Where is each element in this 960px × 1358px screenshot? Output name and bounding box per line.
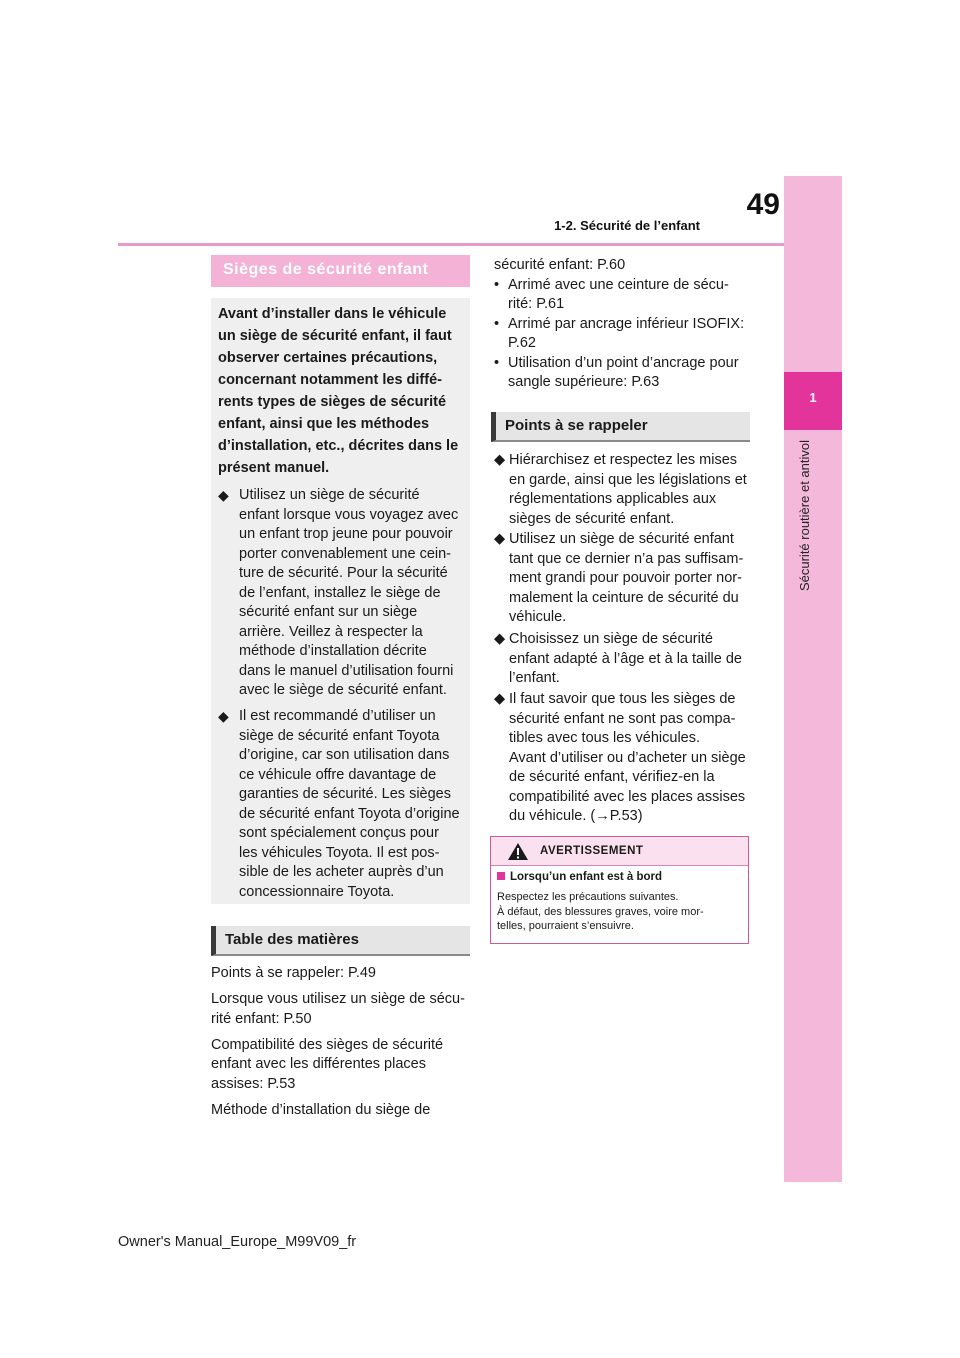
text-line: sécurité enfant sur un siège: [239, 604, 418, 620]
text-line: compatibilité avec les places assises: [509, 788, 746, 805]
text-line: Respectez les précautions suivantes.: [497, 891, 679, 903]
text-line: Utilisez un siège de sécurité: [239, 487, 420, 503]
text-line: dans le manuel d’utilisation fourni: [239, 662, 454, 679]
text-line: Compatibilité des sièges de sécurité: [211, 1036, 444, 1053]
bullet-text: [509, 630, 750, 689]
bullet-text: [509, 690, 750, 827]
text-line: de sécurité enfant Toyota d’origine: [239, 805, 460, 822]
text-line: sièges de sécurité enfant.: [509, 510, 675, 527]
toc-heading: [211, 926, 470, 956]
warning-label: AVERTISSEMENT: [540, 845, 644, 857]
remember-heading: [491, 412, 750, 442]
intro-text: [218, 303, 463, 479]
text-line: garanties de sécurité. Les sièges: [239, 786, 451, 802]
toc-item[interactable]: [211, 964, 470, 984]
text-line: Avant d’utiliser ou d’acheter un siège: [509, 749, 746, 766]
bullet-text: [239, 486, 463, 701]
bullet-item: [218, 486, 463, 701]
toc-sub-item[interactable]: [494, 315, 750, 354]
text-line: Choisissez un siège de sécurité: [509, 631, 713, 647]
text-line: de sécurité enfant, vérifiez-en la: [509, 769, 715, 785]
text-line: Utilisez un siège de sécurité enfant: [509, 531, 734, 547]
remember-heading-label: Points à se rappeler: [505, 417, 648, 434]
text-line: Arrimé par ancrage inférieur ISOFIX:: [508, 315, 745, 332]
text-line: observer certaines précautions,: [218, 350, 438, 366]
text-line: ture de sécurité. Pour la sécurité: [239, 565, 448, 581]
toc-list-continued: [494, 256, 750, 393]
text-line: un enfant trop jeune pour pouvoir: [239, 526, 453, 542]
text-line: méthode d’installation décrite: [239, 643, 427, 659]
text-line: À défaut, des blessures graves, voire mor-: [497, 905, 704, 918]
section-heading-label: Sièges de sécurité enfant: [223, 261, 429, 278]
chapter-title-vertical: [797, 440, 817, 690]
text-line: Points à se rappeler: P.49: [211, 965, 376, 981]
text-line: d’installation, etc., décrites dans le: [218, 438, 459, 454]
dot-bullet-icon: •: [494, 276, 500, 293]
text-line: Il faut savoir que tous les sièges de: [509, 691, 736, 707]
text-line: siège de sécurité enfant Toyota: [239, 727, 440, 744]
text-line: rents types de sièges de sécurité: [218, 394, 447, 410]
chapter-number: 1: [809, 390, 817, 405]
text-line: réglementations applicables aux: [509, 491, 717, 507]
text-line: Utilisation d’un point d’ancrage pour: [508, 354, 739, 371]
text-line: présent manuel.: [218, 460, 330, 476]
diamond-bullet-icon: ◆: [218, 708, 229, 724]
text-line: sécurité enfant ne sont pas compa-: [509, 710, 736, 727]
text-line: tant que ce dernier n’a pas suffisam-: [509, 550, 744, 567]
text-line: du véhicule. (→P.53): [509, 808, 643, 824]
remember-bullet-item: [494, 690, 750, 827]
text-line: ce véhicule offre davantage de: [239, 766, 437, 783]
warning-triangle-icon: [507, 842, 529, 866]
dot-bullet-icon: •: [494, 315, 500, 332]
text-line: Hiérarchisez et respectez les mises: [509, 452, 738, 468]
text-line: malement la ceinture de sécurité du: [509, 589, 739, 606]
toc-item[interactable]: sécurité enfant: P.60: [494, 257, 626, 273]
text-line: concernant notamment les diffé-: [218, 372, 442, 388]
text-line: arrière. Veillez à respecter la: [239, 623, 423, 640]
bullet-text: [509, 530, 750, 628]
square-bullet-icon: [497, 872, 505, 880]
toc-item[interactable]: [211, 1036, 470, 1095]
section-heading: [211, 255, 470, 287]
text-line: d’origine, car son utilisation dans: [239, 747, 450, 763]
dot-bullet-icon: •: [494, 354, 500, 371]
bullet-item: [218, 707, 463, 902]
toc-sub-item[interactable]: [494, 354, 750, 393]
text-line: assises: P.53: [211, 1075, 296, 1092]
text-line: Arrimé avec une ceinture de sécu-: [508, 276, 729, 293]
text-line: Il est recommandé d’utiliser un: [239, 708, 436, 724]
text-line: de l’enfant, installez le siège de: [239, 584, 441, 601]
text-line: l’enfant.: [509, 670, 560, 686]
text-line: telles, pourraient s’ensuivre.: [497, 920, 634, 932]
section-title: 1-2. Sécurité de l’enfant: [554, 218, 700, 233]
text-line: enfant, ainsi que les méthodes: [218, 416, 430, 432]
text-line: rité: P.61: [508, 296, 565, 312]
text-line: concessionnaire Toyota.: [239, 883, 395, 900]
text-line: un siège de sécurité enfant, il faut: [218, 328, 452, 344]
chapter-title: Sécurité routière et antivol: [797, 440, 812, 592]
text-line: enfant adapté à l’âge et à la taille de: [509, 650, 742, 667]
text-line: tibles avec tous les véhicules.: [509, 730, 701, 746]
toc-list: [211, 964, 470, 1127]
text-line: Lorsque vous utilisez un siège de sécu-: [211, 991, 465, 1007]
header-rule: [118, 243, 784, 246]
warning-body: [497, 890, 745, 934]
bullet-text: [239, 707, 463, 902]
text-line: rité enfant: P.50: [211, 1010, 312, 1027]
text-line: enfant lorsque vous voyagez avec: [239, 506, 459, 523]
text-line: sible de les acheter auprès d’un: [239, 864, 444, 880]
text-line: sangle supérieure: P.63: [508, 374, 660, 390]
diamond-bullet-icon: ◆: [494, 452, 506, 468]
footer-text: Owner's Manual_Europe_M99V09_fr: [118, 1234, 357, 1250]
diamond-bullet-icon: ◆: [494, 631, 506, 647]
warning-subheading: [497, 871, 742, 883]
text-line: Méthode d’installation du siège de: [211, 1101, 431, 1118]
diamond-bullet-icon: ◆: [494, 531, 506, 547]
text-line: avec le siège de sécurité enfant.: [239, 682, 447, 698]
remember-bullet-item: [494, 451, 750, 529]
toc-heading-label: Table des matières: [225, 931, 359, 948]
page-number: 49: [746, 188, 780, 221]
diamond-bullet-icon: ◆: [218, 487, 229, 503]
text-line: véhicule.: [509, 609, 567, 625]
diamond-bullet-icon: ◆: [494, 691, 506, 707]
text-line: ment grandi pour pouvoir porter nor-: [509, 570, 742, 586]
text-line: enfant avec les différentes places: [211, 1056, 426, 1072]
text-line: Avant d’installer dans le véhicule: [218, 306, 447, 322]
warning-subheading-text: Lorsqu’un enfant est à bord: [510, 871, 663, 883]
text-line: P.62: [508, 335, 536, 351]
toc-item[interactable]: [211, 990, 470, 1029]
text-line: porter convenablement une cein-: [239, 545, 451, 562]
remember-bullet-item: [494, 630, 750, 689]
toc-item[interactable]: [211, 1101, 470, 1121]
bullet-text: [509, 451, 750, 529]
text-line: les véhicules Toyota. Il est pos-: [239, 844, 440, 861]
text-line: sont spécialement conçus pour: [239, 825, 439, 841]
remember-bullet-item: [494, 530, 750, 628]
text-line: en garde, ainsi que les législations et: [509, 471, 747, 488]
toc-sub-item[interactable]: [494, 276, 750, 315]
